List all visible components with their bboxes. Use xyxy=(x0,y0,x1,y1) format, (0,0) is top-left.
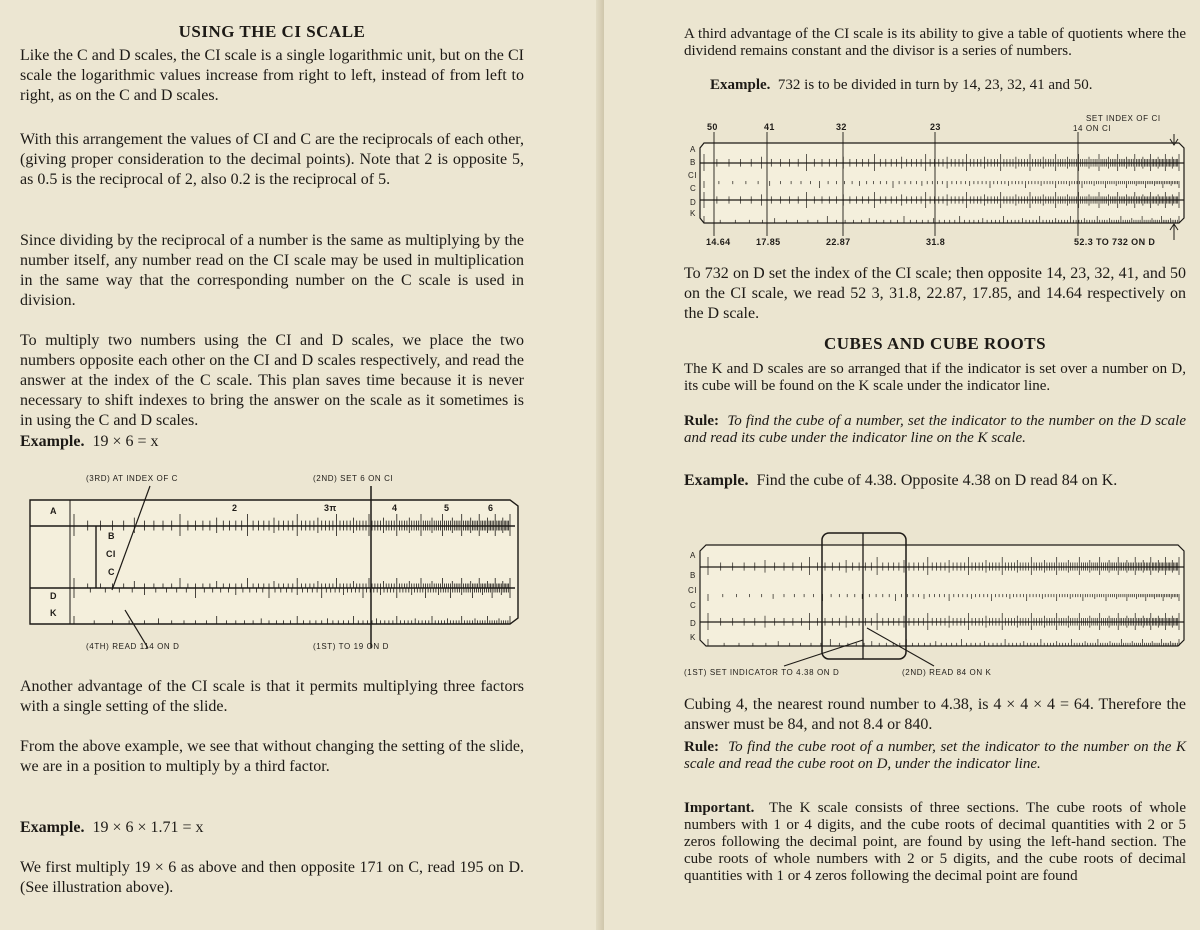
rule-label: Rule: xyxy=(684,739,719,755)
scale-label-k: K xyxy=(50,608,57,618)
paragraph-multiply-ci-d: To multiply two numbers using the CI and D scales, we place the two numbers opposite each other on the CI and D scales respectively, and read the answer at the index of the C scale. This plan saves time because it is never necessary to shift indexes to bring the answer on the scale as it sometimes is in using the C and D scales. xyxy=(20,332,524,429)
important-label: Important. xyxy=(684,800,755,816)
top-number: 50 xyxy=(707,122,718,132)
section-title-cubes: CUBES AND CUBE ROOTS xyxy=(823,334,1047,353)
slide-rule-drawing-3 xyxy=(604,0,1200,930)
set-label-1: SET INDEX OF CI xyxy=(1086,114,1161,123)
scale-label-a: A xyxy=(690,145,696,154)
a-number: 5 xyxy=(444,503,450,513)
section-title-ci-scale: USING THE CI SCALE xyxy=(178,22,366,41)
scale-label-d: D xyxy=(50,591,57,601)
callout-1st: (1ST) TO 19 ON D xyxy=(313,642,389,651)
paragraph-reciprocals: With this arrangement the values of CI and C are the reciprocals of each other, (giving proper consideration to the decimal points). Note that 2 is opposite 5, as 0.5 is the reciprocal of 2, also 0.2 is the reciprocal of 5. xyxy=(20,131,524,188)
scale-label-k: K xyxy=(690,633,696,642)
rule-text: To find the cube of a number, set the indicator to the number on the D scale and read its cube under the indicator line on the K scale. xyxy=(684,413,1187,446)
result-number: 22.87 xyxy=(826,237,851,247)
paragraph-first-multiply: We first multiply 19 × 6 as above and then opposite 171 on C, read 195 on D. (See illustration above). xyxy=(20,859,524,896)
example-label: Example. xyxy=(20,433,85,450)
scale-label-a: A xyxy=(50,506,57,516)
rule-label: Rule: xyxy=(684,413,719,429)
example-expression: Find the cube of 4.38. Opposite 4.38 on D read 84 on K. xyxy=(756,472,1118,489)
result-label: 52.3 TO 732 ON D xyxy=(1074,237,1156,247)
example-expression: 19 × 6 × 1.71 = x xyxy=(92,819,204,836)
a-number: 2 xyxy=(232,503,238,513)
scale-label-ci: CI xyxy=(106,549,116,559)
callout-1st: (1ST) SET INDICATOR TO 4.38 ON D xyxy=(684,668,840,677)
result-number: 14.64 xyxy=(706,237,731,247)
example-label: Example. xyxy=(684,472,749,489)
paragraph-third-advantage: A third advantage of the CI scale is its ability to give a table of quotients where the dividend remains constant and the divisor is a series of numbers. xyxy=(684,26,1186,59)
top-number: 23 xyxy=(930,122,941,132)
top-number: 32 xyxy=(836,122,847,132)
callout-3rd: (3RD) AT INDEX OF C xyxy=(86,474,179,483)
paragraph-three-factors: Another advantage of the CI scale is that it permits multiplying three factors with a single setting of the slide. xyxy=(20,678,524,715)
paragraph-k-and-d: The K and D scales are so arranged that if the indicator is set over a number on D, its cube will be found on the K scale under the indicator line. xyxy=(684,361,1186,394)
a-number: 6 xyxy=(488,503,494,513)
example-three-factor xyxy=(20,818,524,838)
result-number: 17.85 xyxy=(756,237,781,247)
example-label: Example. xyxy=(20,819,85,836)
example-expression: 732 is to be divided in turn by 14, 23, 32, 41 and 50. xyxy=(777,77,1093,93)
scale-label-c: C xyxy=(690,184,697,193)
rule-text: To find the cube root of a number, set the indicator to the number on the K scale and read the cube root on D, under the indicator line. xyxy=(684,739,1187,772)
a-number: 4 xyxy=(392,503,398,513)
important-text: The K scale consists of three sections. The cube roots of whole numbers with 1 or 4 digits, and the cube roots of decimal quantities with 2 or 5 zeros following the decimal point, are found by using the left-hand section. The cube roots of whole numbers with 2 or 5 digits, and the cube roots of decimal quantities with 1 or 4 zeros following the decimal point are found xyxy=(684,800,1187,884)
result-number: 31.8 xyxy=(926,237,946,247)
paragraph-important xyxy=(684,800,1186,885)
paragraph-cubing-4: Cubing 4, the nearest round number to 4.38, is 4 × 4 × 4 = 64. Therefore the answer must be 84, and not 8.4 or 840. xyxy=(684,696,1186,733)
scale-label-b: B xyxy=(690,158,696,167)
scale-label-a: A xyxy=(690,551,696,560)
scale-label-ci: CI xyxy=(688,586,698,595)
callout-4th: (4TH) READ 114 ON D xyxy=(86,642,180,651)
scale-label-k: K xyxy=(690,209,696,218)
rule-cube-root xyxy=(684,739,1186,773)
scale-label-d: D xyxy=(690,198,697,207)
right-page xyxy=(604,0,1200,930)
example-label: Example. xyxy=(710,77,771,93)
top-number: 41 xyxy=(764,122,775,132)
a-pi-mark: 3π xyxy=(324,503,337,513)
scale-label-b: B xyxy=(108,531,115,541)
scale-label-c: C xyxy=(690,601,697,610)
paragraph-dividing: Since dividing by the reciprocal of a number is the same as multiplying by the number itself, any number read on the CI scale may be used in multiplication in the same way that the corresponding number on the C scale is used in division. xyxy=(20,232,524,309)
scale-label-d: D xyxy=(690,619,697,628)
callout-2nd: (2ND) READ 84 ON K xyxy=(902,668,992,677)
example-expression: 19 × 6 = x xyxy=(92,433,159,450)
scale-label-ci: CI xyxy=(688,171,698,180)
paragraph-ci-intro: Like the C and D scales, the CI scale is a single logarithmic unit, but on the CI scale the logarithmic values increase from right to left, instead of from left to right, as on the C and D scales. xyxy=(20,47,524,104)
callout-2nd: (2ND) SET 6 ON CI xyxy=(313,474,394,483)
paragraph-third-factor: From the above example, we see that without changing the setting of the slide, we are in a position to multiply by a third factor. xyxy=(20,738,524,775)
scale-label-b: B xyxy=(690,571,696,580)
scale-label-c: C xyxy=(108,567,115,577)
paragraph-732-on-d: To 732 on D set the index of the CI scale; then opposite 14, 23, 32, 41, and 50 on the CI scale, we read 52 3, 31.8, 22.87, 17.85, and 14.64 respectively on the D scale. xyxy=(684,265,1186,322)
set-label-2: 14 ON CI xyxy=(1073,124,1112,133)
